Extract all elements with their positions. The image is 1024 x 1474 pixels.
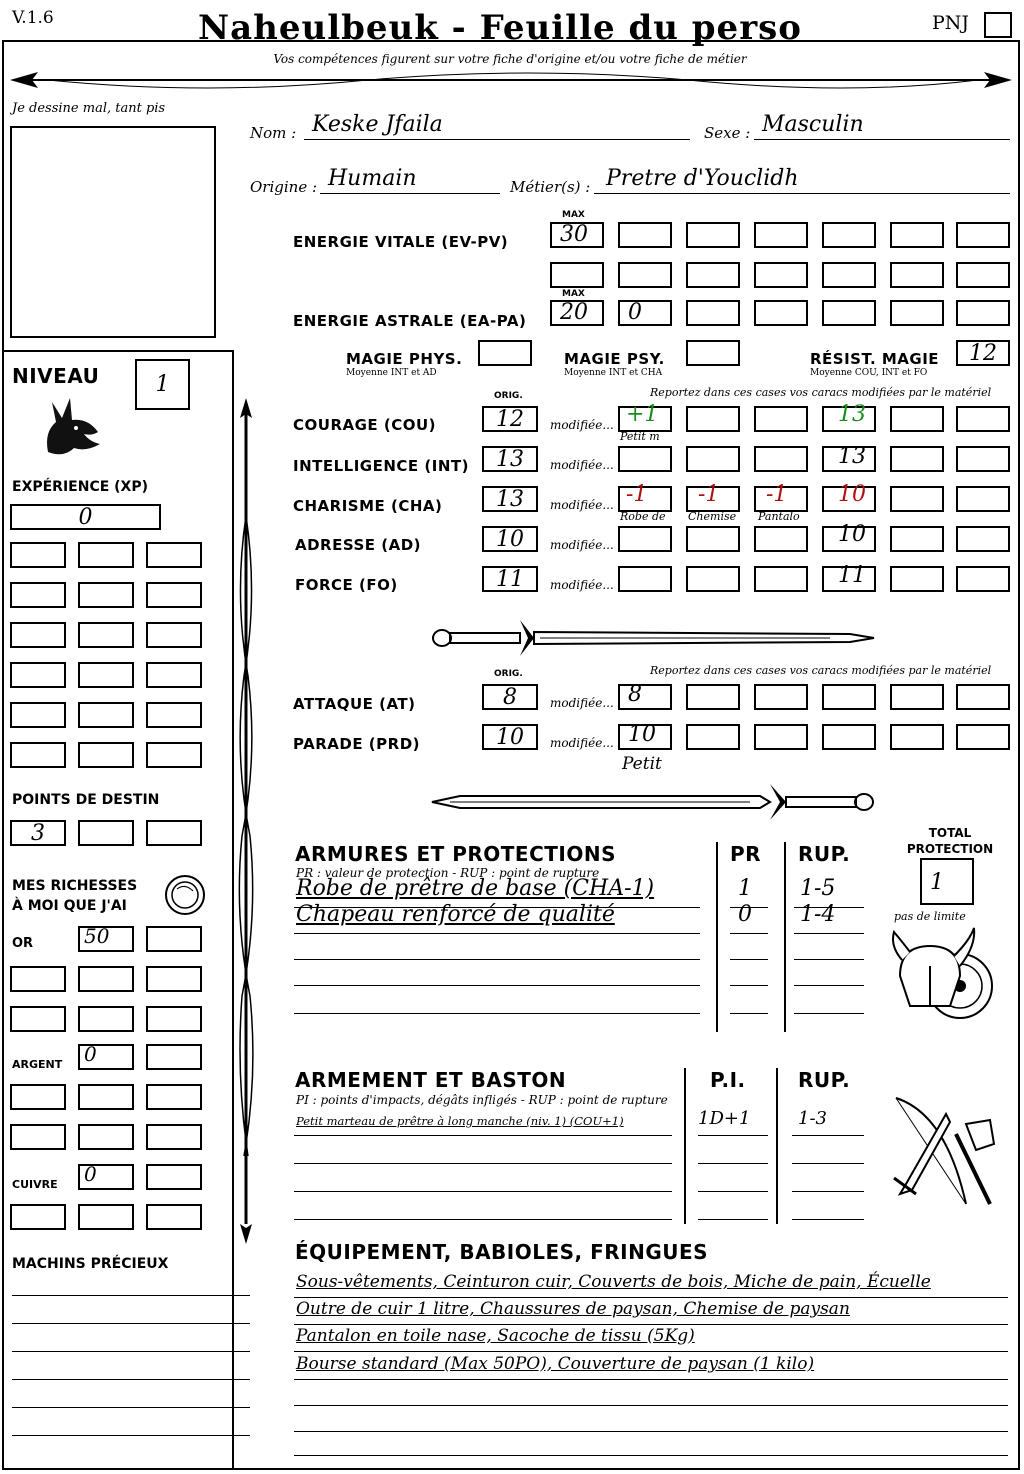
ev-box[interactable] [956,222,1010,248]
money-box[interactable] [10,1084,66,1110]
adresse-mod-box[interactable] [754,526,808,552]
weapon-row-rup[interactable] [792,1140,864,1164]
richesses-label-1: MES RICHESSES [12,878,138,894]
charisme-label: CHARISME (CHA) [293,497,443,515]
machins-line[interactable] [12,1332,250,1352]
adresse-mod-box[interactable] [956,526,1010,552]
weapon-row-rup[interactable] [792,1168,864,1192]
xp-tally-box[interactable] [146,542,202,568]
weapon-row-name[interactable] [294,1196,672,1220]
weapon-row-pi[interactable] [698,1196,768,1220]
armor-col-divider-2 [784,842,786,1032]
money-box[interactable] [10,966,66,992]
armor-item-pr: 1 [738,876,752,901]
machins-line[interactable] [12,1416,250,1436]
courage-label: COURAGE (COU) [293,416,437,434]
weapon-item-rup: 1-3 [798,1108,827,1129]
destin-box-1[interactable]: 3 [10,820,66,846]
ea-max-label: MAX [562,289,585,299]
parade-mod-box[interactable] [822,724,876,750]
intelligence-label: INTELLIGENCE (INT) [293,457,469,475]
ea-box[interactable] [822,300,876,326]
ev-max-value: 30 [560,222,588,247]
richesses-label-2: À MOI QUE J'AI [12,898,127,914]
ea-box[interactable] [686,300,740,326]
magie-phys-label: MAGIE PHYS. [346,350,463,368]
ev-box[interactable] [754,262,808,288]
ev-box[interactable] [956,262,1010,288]
parade-mod-value: 10 [628,722,656,747]
destin-box-3[interactable] [146,820,202,846]
ev-box[interactable] [822,262,876,288]
metier-label: Métier(s) : [510,178,591,196]
charisme-orig-box[interactable]: 13 [482,486,538,512]
origine-value: Humain [328,166,417,191]
parade-note: Petit [622,754,662,774]
page-title: Naheulbeuk - Feuille du perso [198,8,802,48]
argent-value: 0 [84,1042,97,1066]
total-protection-box[interactable]: 1 [920,858,974,905]
courage-mod1-note: Petit m [620,430,660,443]
parade-label: PARADE (PRD) [293,735,421,753]
ev-box[interactable] [890,222,944,248]
staff-icon [232,396,260,1246]
sexe-value: Masculin [762,112,864,137]
pnj-checkbox[interactable] [984,12,1012,38]
intelligence-mod-box[interactable] [686,446,740,472]
parade-modif-label: modifiée... [550,736,614,750]
money-box[interactable] [78,1124,134,1150]
money-box[interactable] [78,1006,134,1032]
resist-magie-label: RÉSIST. MAGIE [810,350,940,368]
adresse-label: ADRESSE (AD) [295,536,422,554]
intelligence-mod-box[interactable] [956,446,1010,472]
magie-phys-note: Moyenne INT et AD [346,368,437,378]
armor-row-rup[interactable] [794,960,864,986]
ea-box[interactable] [754,300,808,326]
xp-tally-box[interactable] [10,582,66,608]
machins-line[interactable] [12,1360,250,1380]
total-protection-note: pas de limite [894,910,966,923]
xp-tally-box[interactable] [146,582,202,608]
courage-final-value: 13 [838,402,866,427]
magie-phys-box[interactable] [478,340,532,366]
destin-label: POINTS DE DESTIN [12,792,160,808]
xp-tally-box[interactable] [146,662,202,688]
armor-title: ARMURES ET PROTECTIONS [295,842,616,866]
adresse-orig-box[interactable]: 10 [482,526,538,552]
force-orig-box[interactable]: 11 [482,566,538,592]
weapon-row-name[interactable] [294,1140,672,1164]
attaque-mod-box[interactable] [822,684,876,710]
money-box[interactable] [146,926,202,952]
equipment-text: Sous-vêtements, Ceinturon cuir, Couverts de bois, Miche de pain, Écuelle [296,1272,931,1292]
adresse-mod-box[interactable] [686,526,740,552]
ev-label: ENERGIE VITALE (EV-PV) [293,233,509,251]
money-box[interactable] [78,966,134,992]
weapon-row-name[interactable] [294,1168,672,1192]
argent-label: ARGENT [12,1058,63,1071]
xp-tally-box[interactable] [146,702,202,728]
force-label: FORCE (FO) [295,576,398,594]
crossed-weapons-icon [886,1094,1002,1214]
parade-mod-box[interactable] [754,724,808,750]
courage-mod-box[interactable] [754,406,808,432]
equipment-title: ÉQUIPEMENT, BABIOLES, FRINGUES [295,1240,709,1264]
force-mod-box[interactable] [686,566,740,592]
xp-tally-box[interactable] [78,702,134,728]
machins-line[interactable] [12,1304,250,1324]
machins-label: MACHINS PRÉCIEUX [12,1256,169,1272]
equipment-text: Pantalon en toile nase, Sacoche de tissu (5Kg) [296,1326,695,1346]
money-box[interactable] [146,966,202,992]
destin-box-2[interactable] [78,820,134,846]
total-protection-label-1: TOTAL [928,826,972,840]
force-mod-box[interactable] [956,566,1010,592]
pnj-label: PNJ [932,12,970,34]
force-mod-box[interactable] [618,566,672,592]
ev-max-label: MAX [562,210,585,220]
armor-row-rup[interactable] [794,988,864,1014]
weapons-title: ARMEMENT ET BASTON [295,1068,567,1092]
intelligence-mod-box[interactable] [754,446,808,472]
intelligence-final-value: 13 [838,444,866,469]
nom-label: Nom : [250,124,297,142]
attaque-modif-label: modifiée... [550,696,614,710]
weapons-rup-header: RUP. [798,1068,851,1092]
adresse-modif-label: modifiée... [550,538,614,552]
charisme-mod1-note: Robe de [620,510,666,523]
ea-max-value: 20 [560,300,588,325]
equipment-text: Bourse standard (Max 50PO), Couverture de paysan (1 kilo) [296,1354,815,1374]
charisme-mod3-note: Pantalo [758,510,800,523]
parade-mod-box[interactable] [890,724,944,750]
courage-mod-box[interactable] [890,406,944,432]
xp-tally-box[interactable] [78,662,134,688]
adresse-mod-box[interactable] [890,526,944,552]
ev-box[interactable] [618,222,672,248]
cuivre-value: 0 [84,1162,97,1186]
money-box[interactable] [146,1006,202,1032]
armor-col-divider-1 [716,842,718,1032]
courage-mod-box[interactable] [956,406,1010,432]
equipment-text: Outre de cuir 1 litre, Chaussures de paysan, Chemise de paysan [296,1299,850,1319]
adresse-final-value: 10 [838,522,866,547]
helmet-shield-icon [890,926,1000,1036]
charisme-final-value: 10 [838,482,866,507]
or-label: OR [12,936,34,951]
weapons-pi-header: P.I. [710,1068,746,1092]
xp-tally-box[interactable] [78,622,134,648]
money-box[interactable] [10,1006,66,1032]
armor-item-pr: 0 [738,902,752,927]
ea-box[interactable] [618,300,672,326]
magie-psy-label: MAGIE PSY. [564,350,665,368]
combat-orig-label: ORIG. [494,669,523,679]
force-final-value: 11 [838,563,866,588]
xp-tally-box[interactable] [10,542,66,568]
intelligence-orig-box[interactable]: 13 [482,446,538,472]
charisme-modif-label: modifiée... [550,498,614,512]
charisme-mod2-note: Chemise [688,510,737,523]
weapon-row-pi[interactable] [698,1140,768,1164]
ea-current-value: 0 [628,300,642,325]
xp-tally-box[interactable] [10,622,66,648]
charisme-mod-box[interactable] [956,486,1010,512]
xp-tally-box[interactable] [10,742,66,768]
version-label: V.1.6 [12,8,54,28]
coin-icon [163,873,207,917]
charisme-mod-box[interactable] [890,486,944,512]
portrait-box[interactable] [10,126,216,338]
force-modif-label: modifiée... [550,578,614,592]
resist-magie-box[interactable]: 12 [956,340,1010,366]
xp-tally-box[interactable] [10,662,66,688]
page-subtitle: Vos compétences figurent sur votre fiche d'origine et/ou votre fiche de métier [273,52,747,66]
courage-orig-box[interactable]: 12 [482,406,538,432]
armor-item-rup: 1-5 [800,876,836,901]
ev-box[interactable] [890,262,944,288]
xp-tally-box[interactable] [146,622,202,648]
weapons-note: PI : points d'impacts, dégâts infligés - RUP : point de rupture [296,1093,668,1107]
equipment-line[interactable] [294,1382,1008,1406]
armor-row-pr[interactable] [730,960,768,986]
parade-orig-box[interactable]: 10 [482,724,538,750]
armor-pr-header: PR [730,842,762,866]
ev-box[interactable] [822,222,876,248]
combat-report-note: Reportez dans ces cases vos caracs modifiées par le matériel [650,664,992,677]
left-panel-divider [2,350,234,352]
xp-tally-box[interactable] [10,702,66,728]
adresse-mod-box[interactable] [618,526,672,552]
attaque-mod-box[interactable] [686,684,740,710]
armor-item-name: Robe de prêtre de base (CHA-1) [296,876,655,901]
equipment-line[interactable] [294,1432,1008,1456]
cuivre-label: CUIVRE [12,1178,58,1191]
charisme-mod1-value: -1 [626,482,648,507]
armor-note: PR : valeur de protection - RUP : point de rupture [296,866,600,880]
weapon-row-pi[interactable] [698,1168,768,1192]
ev-box[interactable] [550,262,604,288]
weapon-item-name: Petit marteau de prêtre à long manche (niv. 1) (COU+1) [296,1114,624,1128]
xp-box[interactable]: 0 [10,504,161,530]
charisme-mod2-value: -1 [698,482,720,507]
courage-modif-label: modifiée... [550,418,614,432]
xp-tally-box[interactable] [78,582,134,608]
xp-label: EXPÉRIENCE (XP) [12,479,149,495]
equipment-line[interactable] [294,1408,1008,1432]
niveau-box[interactable]: 1 [135,359,190,410]
or-value: 50 [84,924,110,948]
ev-box[interactable] [686,222,740,248]
sexe-label: Sexe : [704,124,751,142]
attaque-mod-value: 8 [628,682,642,707]
xp-tally-box[interactable] [78,542,134,568]
total-protection-label-2: PROTECTION [906,842,994,856]
attaque-mod-box[interactable] [754,684,808,710]
armor-row-name[interactable] [294,988,700,1014]
metier-value: Pretre d'Youclidh [606,166,799,191]
money-box[interactable] [78,1084,134,1110]
force-mod-box[interactable] [754,566,808,592]
ev-box[interactable] [754,222,808,248]
magie-psy-box[interactable] [686,340,740,366]
money-box[interactable] [146,1164,202,1190]
armor-row-name[interactable] [294,960,700,986]
armor-row-pr[interactable] [730,934,768,960]
weapon-item-pi: 1D+1 [698,1108,751,1129]
attaque-mod-box[interactable] [956,684,1010,710]
nom-value: Keske Jfaila [312,112,443,137]
attaque-label: ATTAQUE (AT) [293,695,416,713]
intelligence-mod-box[interactable] [890,446,944,472]
stats-report-note: Reportez dans ces cases vos caracs modifiées par le matériel [650,386,992,399]
courage-mod1-value: +1 [626,402,659,427]
ev-box[interactable] [686,262,740,288]
weapon-row-rup[interactable] [792,1196,864,1220]
xp-tally-box[interactable] [146,742,202,768]
parade-mod-box[interactable] [956,724,1010,750]
armor-row-pr[interactable] [730,988,768,1014]
intelligence-mod-box[interactable] [618,446,672,472]
machins-line[interactable] [12,1388,250,1408]
dragon-head-icon [40,392,104,462]
intelligence-modif-label: modifiée... [550,458,614,472]
money-box[interactable] [146,1124,202,1150]
armor-row-rup[interactable] [794,934,864,960]
attaque-mod-box[interactable] [890,684,944,710]
force-mod-box[interactable] [890,566,944,592]
weapons-col-divider-1 [684,1068,686,1224]
portrait-caption: Je dessine mal, tant pis [12,101,166,116]
weapons-col-divider-2 [776,1068,778,1224]
armor-rup-header: RUP. [798,842,851,866]
armor-row-name[interactable] [294,934,700,960]
ea-label: ENERGIE ASTRALE (EA-PA) [293,312,527,330]
attaque-mod-box[interactable] [618,684,672,710]
money-box[interactable] [146,1044,202,1070]
parade-mod-box[interactable] [686,724,740,750]
money-box[interactable] [146,1084,202,1110]
ea-box[interactable] [890,300,944,326]
stats-orig-label: ORIG. [494,391,523,401]
sword-icon-2 [430,780,876,826]
money-box[interactable] [10,1204,66,1230]
armor-item-rup: 1-4 [800,902,836,927]
armor-item-name: Chapeau renforcé de qualité [296,902,615,927]
charisme-mod3-value: -1 [766,482,788,507]
niveau-label: NIVEAU [12,364,100,388]
ea-box[interactable] [956,300,1010,326]
sword-icon [430,614,876,660]
money-box[interactable] [146,1204,202,1230]
origine-label: Origine : [250,178,318,196]
money-box[interactable] [10,1124,66,1150]
attaque-orig-box[interactable]: 8 [482,684,538,710]
resist-magie-note: Moyenne COU, INT et FO [810,368,928,378]
xp-tally-box[interactable] [78,742,134,768]
machins-line[interactable] [12,1276,250,1296]
money-box[interactable] [78,1204,134,1230]
ev-box[interactable] [618,262,672,288]
courage-mod-box[interactable] [686,406,740,432]
magie-psy-note: Moyenne INT et CHA [564,368,663,378]
